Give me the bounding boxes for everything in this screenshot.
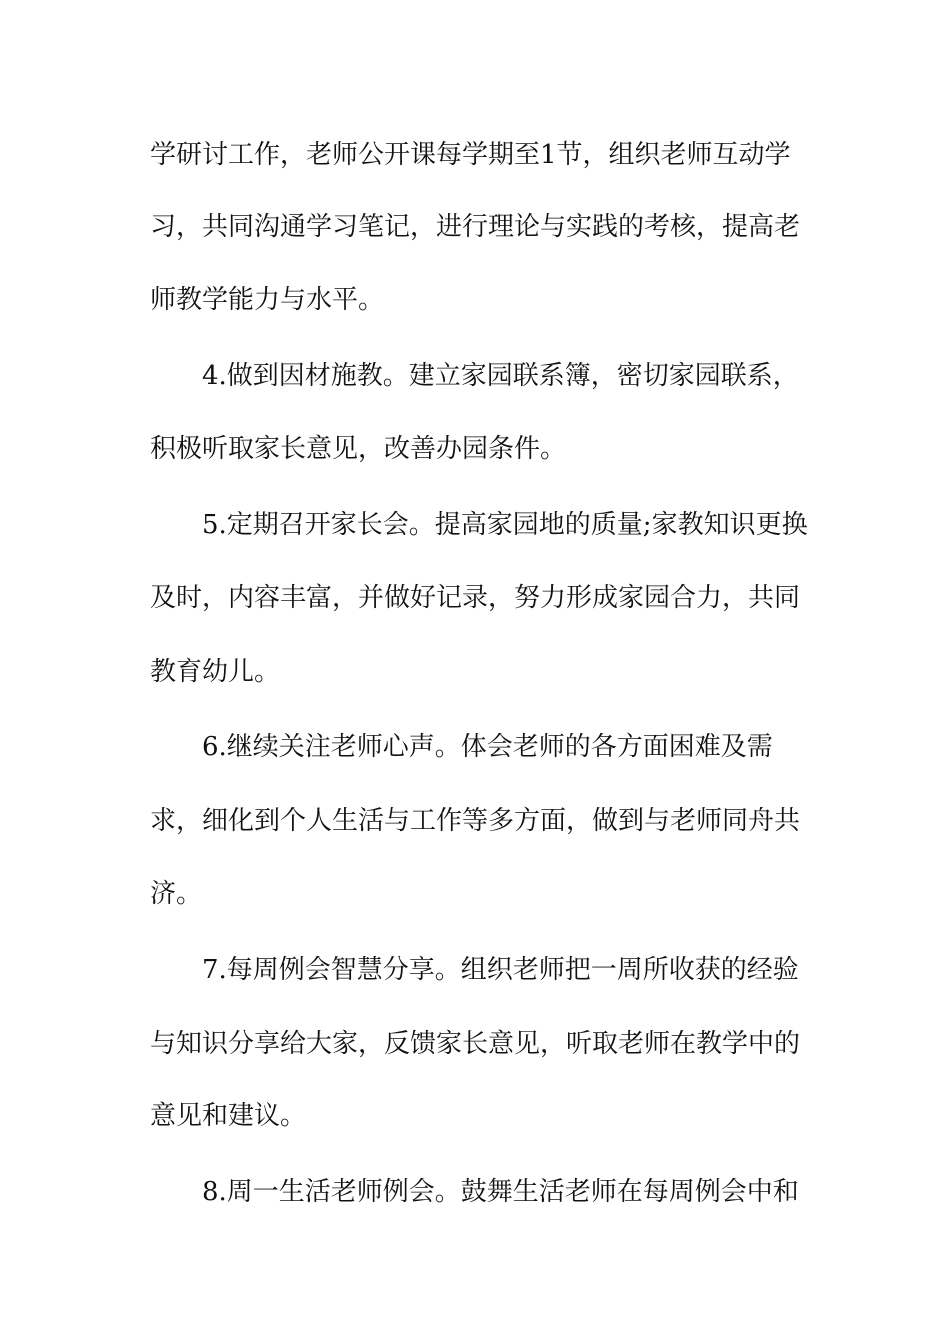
text-line: 与知识分享给大家，反馈家长意见，听取老师在教学中的 — [150, 1029, 801, 1059]
text-line: 及时，内容丰富，并做好记录，努力形成家园合力，共同 — [150, 583, 801, 613]
text-line: 学研讨工作，老师公开课每学期至1节，组织老师互动学 — [150, 140, 791, 170]
text-line: 求，细化到个人生活与工作等多方面，做到与老师同舟共 — [150, 806, 801, 836]
text-line: 5.定期召开家长会。提高家园地的质量;家教知识更换 — [202, 510, 808, 540]
text-line: 6.继续关注老师心声。体会老师的各方面困难及需 — [202, 732, 773, 762]
text-line: 意见和建议。 — [150, 1101, 307, 1131]
text-line: 7.每周例会智慧分享。组织老师把一周所收获的经验 — [202, 955, 799, 985]
text-line: 4.做到因材施教。建立家园联系簿，密切家园联系， — [202, 361, 799, 391]
text-line: 习，共同沟通学习笔记，进行理论与实践的考核，提高老 — [150, 212, 801, 242]
text-line: 积极听取家长意见，改善办园条件。 — [150, 434, 567, 464]
text-line: 教育幼儿。 — [150, 657, 281, 687]
text-line: 8.周一生活老师例会。鼓舞生活老师在每周例会中和 — [202, 1177, 799, 1207]
text-line: 师教学能力与水平。 — [150, 285, 385, 315]
text-line: 济。 — [150, 879, 203, 909]
